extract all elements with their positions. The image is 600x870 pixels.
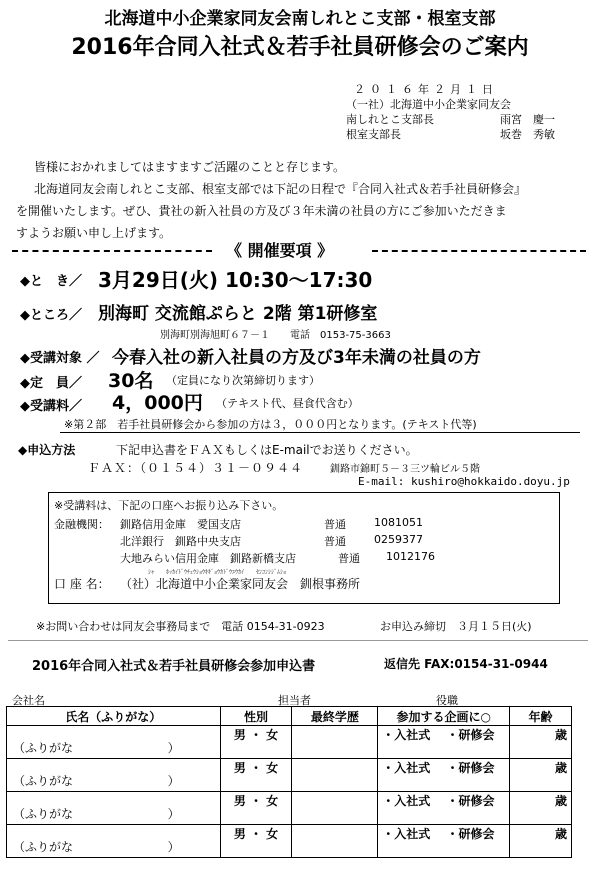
gender-cell[interactable]: 男 ・ 女	[220, 792, 292, 825]
name-cell[interactable]	[7, 825, 221, 858]
account-label: 口 座 名：	[54, 577, 110, 591]
bank-row-1-num: 1081051	[374, 516, 423, 529]
header-education: 最終学歴	[292, 707, 378, 726]
furigana-label: （ふりがな	[13, 840, 74, 854]
bank-row-3-name: 大地みらい信用金庫 釧路新橋支店	[120, 552, 296, 565]
gender-cell[interactable]: 男 ・ 女	[220, 759, 292, 792]
fee-underline	[60, 432, 580, 433]
capacity-value: 30名	[108, 370, 154, 392]
name-cell[interactable]	[7, 792, 221, 825]
age-cell[interactable]: 歳	[510, 825, 572, 858]
gender-cell[interactable]: 男 ・ 女	[220, 825, 292, 858]
fee-note: （テキスト代、昼食代含む）	[216, 397, 359, 410]
date-label: ◆と き／	[20, 274, 82, 289]
name-cell[interactable]	[7, 726, 221, 759]
plan-cell[interactable]: ・入社式 ・研修会	[378, 726, 510, 759]
header-plan: 参加する企画に○	[378, 707, 510, 726]
education-cell[interactable]	[292, 726, 378, 759]
sender-name-2: 坂巻 秀敏	[500, 128, 555, 141]
fee-note-2: ※第２部 若手社員研修会から参加の方は３，０００円となります。(テキスト代等)	[64, 418, 477, 431]
deadline: お申込み締切 ３月１５日(火)	[380, 620, 532, 633]
bank-row-3-num: 1012176	[386, 550, 435, 563]
bank-row-1-type: 普通	[324, 518, 346, 531]
bank-row-1-name: 釧路信用金庫 愛国支店	[120, 518, 241, 531]
table-header-row	[7, 707, 572, 726]
furigana-label: （ふりがな	[13, 807, 74, 821]
header-age: 年齢	[510, 707, 572, 726]
capacity-label: ◆定 員／	[20, 376, 82, 391]
apply-label: ◆申込方法	[18, 443, 76, 457]
section-divider-right	[372, 250, 586, 252]
place-address: 別海町別海旭町６７－１ 電話 0153-75-3663	[160, 330, 391, 341]
form-reply: 返信先 FAX:0154-31-0944	[384, 657, 548, 671]
furigana-close: ）	[167, 840, 180, 854]
bank-row-2-type: 普通	[324, 535, 346, 548]
furigana-close: ）	[167, 807, 180, 821]
education-cell[interactable]	[292, 792, 378, 825]
inquiry: ※お問い合わせは同友会事務局まで 電話 0154-31-0923	[36, 620, 325, 633]
education-cell[interactable]	[292, 759, 378, 792]
bank-row-3-type: 普通	[338, 552, 360, 565]
furigana-close: ）	[167, 774, 180, 788]
sender-role-2: 根室支部長	[346, 128, 401, 141]
bank-row-2-num: 0259377	[374, 533, 423, 546]
org-heading: 北海道中小企業家同友会南しれとこ支部・根室支部	[104, 9, 496, 29]
fee-value: 4，000円	[112, 392, 203, 414]
bank-note: ※受講料は、下記の口座へお振り込み下さい。	[54, 499, 284, 512]
age-cell[interactable]: 歳	[510, 792, 572, 825]
fee-label: ◆受講料／	[20, 399, 82, 414]
table-row	[7, 792, 572, 825]
body-line-2: 北海道同友会南しれとこ支部、根室支部では下記の日程で『合同入社式＆若手社員研修会』	[34, 182, 527, 196]
account-name: （社）北海道中小企業家同友会 釧根事務所	[120, 577, 361, 591]
body-line-3: を開催いたします。ぜひ、貴社の新入社員の方及び３年未満の社員の方にご参加いただきま	[16, 204, 507, 218]
sender-name-1: 雨宮 慶一	[500, 113, 555, 126]
company-label: 会社名	[12, 694, 45, 707]
education-cell[interactable]	[292, 825, 378, 858]
section-title: 《 開催要項 》	[226, 241, 334, 260]
target-label: ◆受講対象 ／	[20, 351, 100, 366]
header-gender: 性別	[220, 707, 292, 726]
age-cell[interactable]: 歳	[510, 726, 572, 759]
gender-cell[interactable]: 男 ・ 女	[220, 726, 292, 759]
furigana-close: ）	[167, 741, 180, 755]
person-label: 担当者	[278, 694, 311, 707]
apply-email: E-mail: kushiro@hokkaido.doyu.jp	[358, 475, 570, 488]
apply-text: 下記申込書をＦＡＸもしくはE-mailでお送りください。	[116, 443, 418, 457]
bank-inst-label: 金融機関：	[54, 518, 109, 531]
table-row	[7, 825, 572, 858]
application-table	[6, 706, 572, 858]
sender-org: （一社）北海道中小企業家同友会	[346, 98, 511, 111]
form-title: 2016年合同入社式＆若手社員研修会参加申込書	[32, 659, 316, 674]
target-value: 今春入社の新入社員の方及び3年未満の社員の方	[112, 348, 481, 368]
plan-cell[interactable]: ・入社式 ・研修会	[378, 792, 510, 825]
place-value: 別海町 交流館ぷらと 2階 第1研修室	[98, 304, 378, 324]
apply-fax: ＦＡＸ：（０１５４）３１－０９４４	[88, 461, 304, 475]
cut-line	[8, 640, 588, 641]
issue-date: ２０１６年２月１日	[354, 83, 498, 96]
bank-row-2-name: 北洋銀行 釧路中央支店	[120, 535, 241, 548]
position-label: 役職	[436, 694, 458, 707]
plan-cell[interactable]: ・入社式 ・研修会	[378, 759, 510, 792]
body-line-4: すようお願い申し上げます。	[16, 226, 172, 240]
capacity-note: （定員になり次第締切ります）	[166, 374, 320, 387]
table-row	[7, 726, 572, 759]
furigana-label: （ふりがな	[13, 774, 74, 788]
account-ruby: ｼｬ ﾎｯｶｲﾄﾞｳﾁｭｳｼｮｳｷｷﾞｮｳｶﾄﾞｳﾕｳｶｲ ｾﾝｺﾝｼｼﾞﾑｼｮ	[148, 569, 287, 576]
header-name: 氏名（ふりがな）	[7, 707, 221, 726]
body-line-1: 皆様におかれましてはますますご活躍のことと存じます。	[34, 160, 346, 174]
furigana-label: （ふりがな	[13, 741, 74, 755]
sender-role-1: 南しれとこ支部長	[346, 113, 434, 126]
place-label: ◆ところ／	[20, 308, 82, 323]
date-value: 3月29日(火) 10:30〜17:30	[98, 268, 373, 292]
plan-cell[interactable]: ・入社式 ・研修会	[378, 825, 510, 858]
apply-address: 釧路市錦町５－３三ツ輪ビル５階	[330, 464, 480, 475]
section-divider-left	[12, 250, 212, 252]
name-cell[interactable]	[7, 759, 221, 792]
age-cell[interactable]: 歳	[510, 759, 572, 792]
table-row	[7, 759, 572, 792]
page-title: 2016年合同入社式＆若手社員研修会のご案内	[71, 35, 529, 60]
